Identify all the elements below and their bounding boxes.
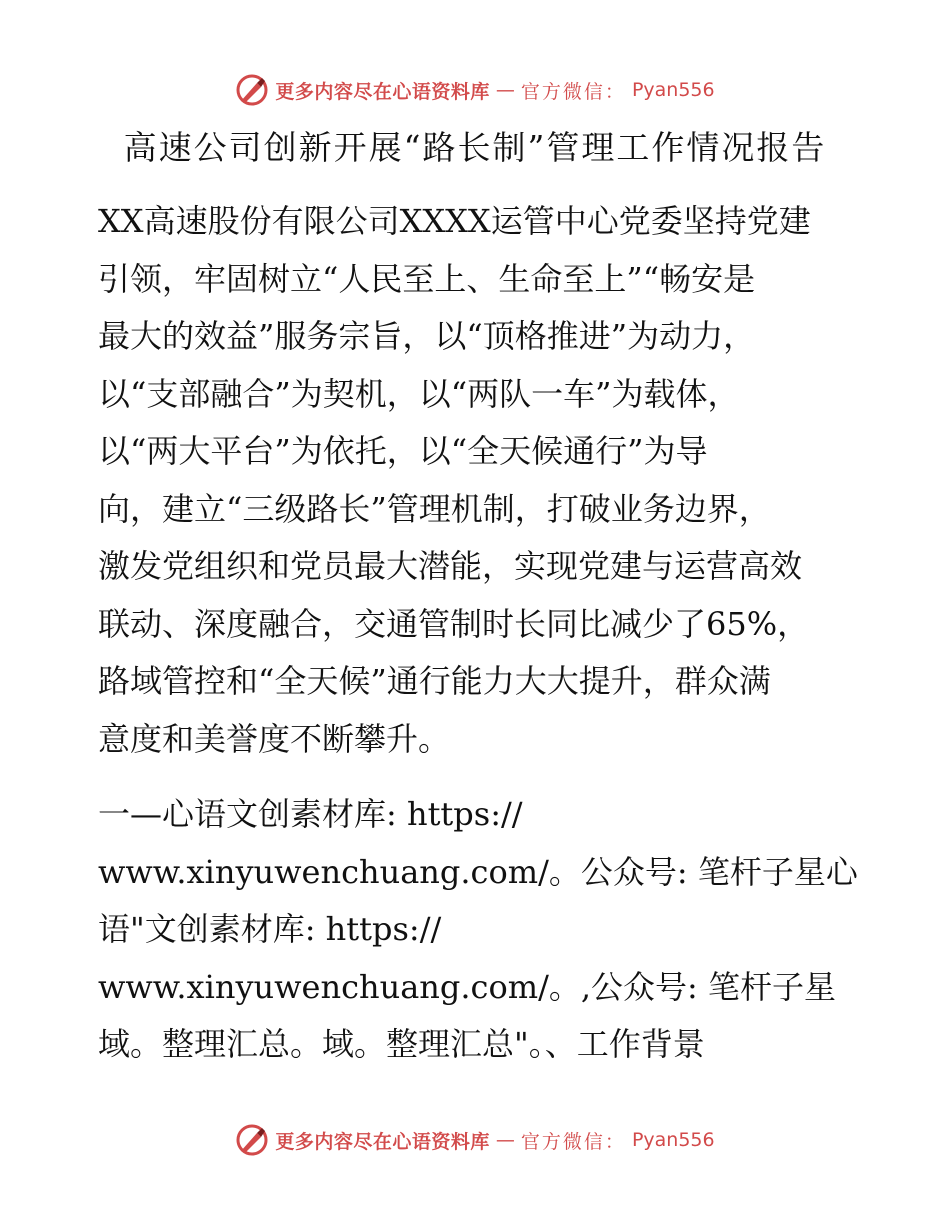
watermark-wechat-id: Pyan556 (631, 1129, 715, 1151)
watermark-wechat-label: 官方微信： (520, 1130, 626, 1153)
paragraph-line: 激发党组织和党员最大潜能，实现党建与运营高效 (98, 547, 803, 585)
paragraph-line: 联动、深度融合，交通管制时长同比减少了65%， (98, 604, 810, 643)
paragraph-line: 最大的效益”服务宗旨，以“顶格推进”为动力， (98, 317, 756, 355)
paragraph-line: 域。整理汇总。域。整理汇总"。、工作背景 (98, 1025, 705, 1063)
paragraph-line: 向，建立“三级路长”管理机制，打破业务边界， (98, 489, 771, 528)
paragraph-line: www.xinyuwenchuang.com/。公众号: 笔杆子星心 (98, 852, 858, 891)
paragraph-line: 一—心语文创素材库: https:// (98, 795, 523, 833)
pen-logo-icon (235, 1123, 269, 1157)
paragraph-intro (98, 193, 858, 768)
paragraph-line: www.xinyuwenchuang.com/。,公众号: 笔杆子星 (98, 967, 836, 1006)
paragraph-line: 以“支部融合”为契机，以“两队一车”为载体， (98, 374, 740, 413)
pen-logo-icon (235, 73, 269, 107)
document-title: 高速公司创新开展“路长制”管理工作情况报告 (123, 128, 827, 167)
paragraph-line: 以“两大平台”为依托，以“全天候通行”为导 (98, 432, 708, 470)
paragraph-line: 意度和美誉度不断攀升。 (98, 719, 451, 758)
paragraph-line: XX高速股份有限公司XXXX运管中心党委坚持党建 (98, 202, 811, 240)
watermark-site-text: 更多内容尽在心语资料库 (275, 1130, 490, 1153)
watermark-banner-top (0, 70, 950, 110)
paragraph-line: 路域管控和“全天候”通行能力大大提升，群众满 (98, 662, 771, 700)
paragraph-source (98, 786, 858, 1074)
paragraph-line: 引领，牢固树立“人民至上、生命至上”“畅安是 (98, 259, 756, 298)
watermark-dash: — (495, 1129, 515, 1151)
document-body (98, 193, 858, 1074)
paragraph-line: 语"文创素材库: https:// (98, 910, 442, 948)
watermark-banner-bottom (0, 1120, 950, 1160)
watermark-dash: — (495, 79, 515, 101)
watermark-wechat-id: Pyan556 (631, 79, 715, 101)
watermark-wechat-label: 官方微信： (520, 80, 626, 103)
watermark-site-text: 更多内容尽在心语资料库 (275, 80, 490, 103)
